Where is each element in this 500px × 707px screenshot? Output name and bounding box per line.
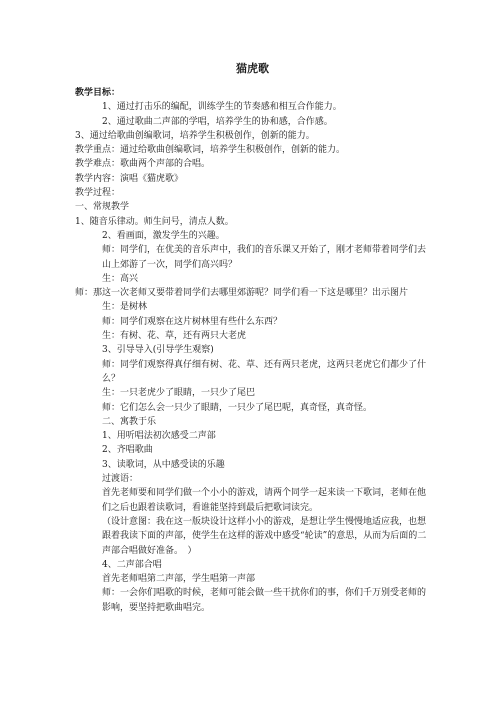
- paragraph-line: 教学内容：演唱《猫虎歌》: [75, 173, 184, 184]
- paragraph-line: 1、随音乐律动。师生问号，清点人数。: [75, 216, 234, 227]
- paragraph-line: 二、寓教于乐: [102, 416, 157, 427]
- paragraph-line: 首先老师唱第二声部，学生唱第一声部: [102, 574, 256, 585]
- paragraph-line: 师：一会你们唱歌的时候，老师可能会做一些干扰你们的事，你们千万别受老师的影响，要坚持把歌曲唱完。: [102, 588, 427, 613]
- paragraph-line: 教学目标：: [75, 88, 121, 98]
- paragraph-line: 1、用听唱法初次感受二声部: [102, 431, 216, 442]
- paragraph-line: （设计意图：我在这一版块设计这样小小的游戏，是想让学生慢慢地适应我，也想跟着我读下面的声部，使学生在这样的游戏中感受“轮读”的意思，从而为后面的二声部合唱做好准备。 ）: [102, 516, 427, 556]
- paragraph-line: 3、通过给歌曲创编歌词，培养学生积极创作，创新的能力。: [75, 130, 315, 141]
- paragraph-line: 2、看画面，激发学生的兴趣。: [102, 230, 225, 241]
- document-body: [75, 86, 430, 615]
- paragraph-line: 4、二声部合唱: [102, 559, 162, 570]
- paragraph-line: 师：同学们观察在这片树林里有些什么东西？: [102, 316, 283, 327]
- paragraph-line: 教学过程：: [75, 188, 121, 199]
- paragraph-line: 2、通过歌曲二声部的学唱，培养学生的协和感，合作感。: [102, 116, 333, 127]
- paragraph-line: 2、齐唱歌曲: [102, 445, 153, 456]
- paragraph-line: 师：那这一次老师又要带着同学们去哪里郊游呢？同学们看一下这是哪里？出示图片: [75, 288, 409, 299]
- paragraph-line: 生：高兴: [102, 273, 139, 284]
- paragraph-line: 师：同学们，在优美的音乐声中，我们的音乐课又开始了，刚才老师带着同学们去山上郊游了一次，同学们高兴吗？: [102, 245, 427, 270]
- paragraph-line: 3、引导导入(引导学生观察): [102, 345, 214, 356]
- paragraph-line: 一、常规教学: [75, 202, 130, 213]
- document-title: 猫虎歌: [236, 62, 269, 75]
- paragraph-line: 教学重点：通过给歌曲创编歌词，培养学生积极创作，创新的能力。: [75, 145, 346, 156]
- paragraph-line: 3、读歌词，从中感受读的乐趣: [102, 459, 225, 470]
- paragraph-line: 生：是树林: [102, 302, 148, 313]
- paragraph-line: 1、通过打击乐的编配，训练学生的节奏感和相互合作能力。: [102, 102, 342, 113]
- paragraph-line: 生：有树、花、草，还有两只大老虎: [102, 331, 247, 342]
- paragraph-line: 首先老师要和同学们做一个小小的游戏，请两个同学一起来读一下歌词，老师在他们之后也跟着读歌词，看谁能坚持到最后把歌词读完。: [102, 488, 427, 513]
- document-page: [75, 62, 430, 615]
- paragraph-line: 教学难点：歌曲两个声部的合唱。: [75, 159, 211, 170]
- paragraph-line: 师：它们怎么会一只少了眼睛，一只少了尾巴呢，真奇怪，真奇怪。: [102, 402, 373, 413]
- paragraph-line: 师：同学们观察得真仔细有树、花、草、还有两只老虎，这两只老虎它们都少了什么？: [102, 359, 427, 384]
- paragraph-line: 生：一只老虎少了眼睛，一只少了尾巴: [102, 388, 256, 399]
- paragraph-line: 过渡语：: [102, 474, 139, 485]
